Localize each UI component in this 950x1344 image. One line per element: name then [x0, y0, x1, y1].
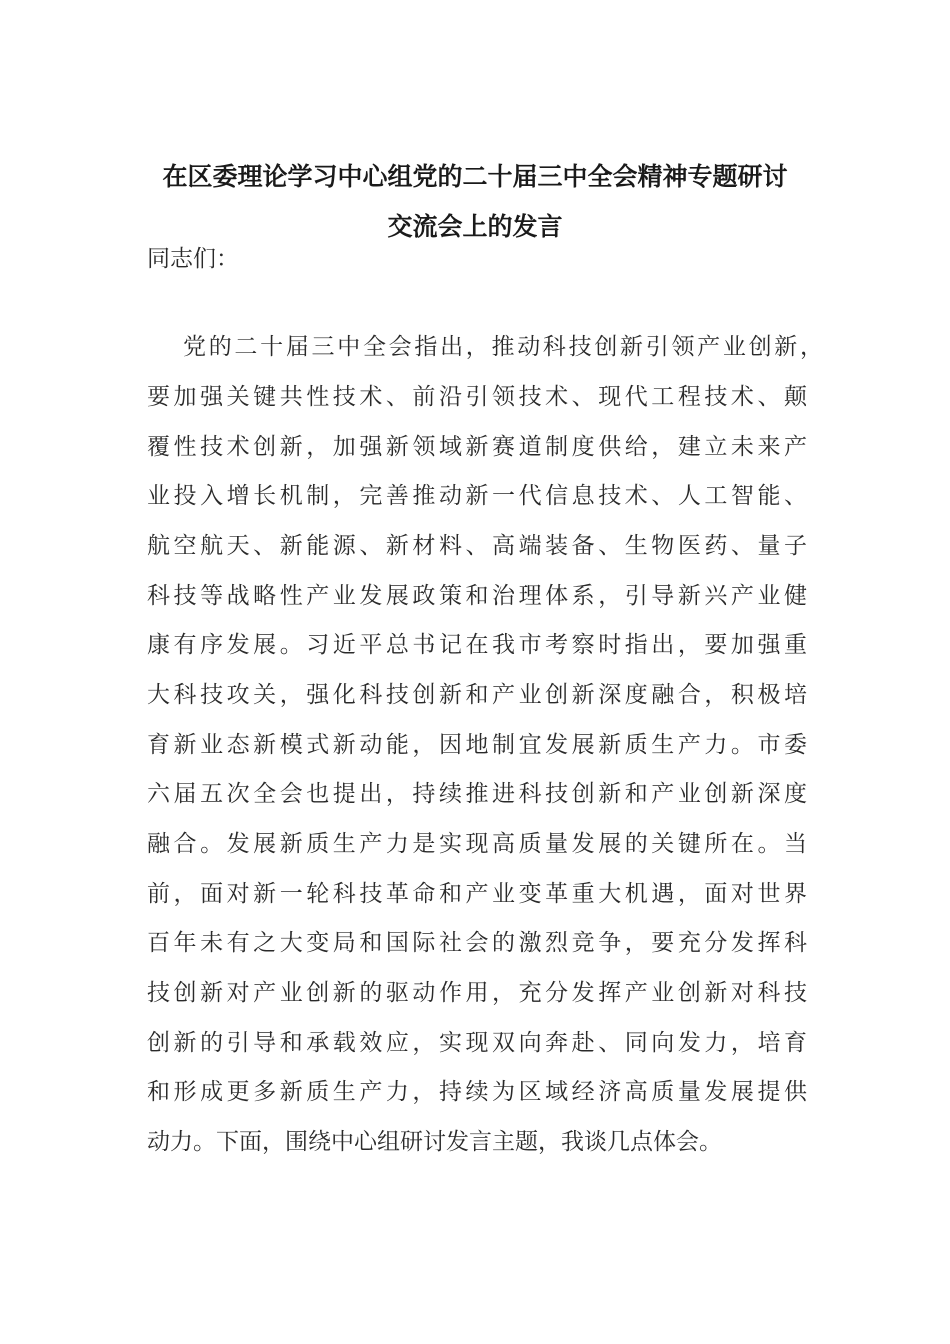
- paragraph-line: 要加强关键共性技术、前沿引领技术、现代工程技术、颠: [147, 384, 807, 410]
- salutation: 同志们：: [147, 246, 239, 272]
- paragraph-line: 科技等战略性产业发展政策和治理体系，引导新兴产业健: [147, 583, 807, 609]
- paragraph-line: 业投入增长机制，完善推动新一代信息技术、人工智能、: [147, 483, 807, 509]
- paragraph-line: 前，面对新一轮科技革命和产业变革重大机遇，面对世界: [147, 881, 807, 907]
- paragraph-line: 融合。发展新质生产力是实现高质量发展的关键所在。当: [147, 831, 807, 857]
- paragraph-line: 动力。下面，围绕中心组研讨发言主题，我谈几点体会。: [147, 1129, 722, 1155]
- paragraph-line: 覆性技术创新，加强新领域新赛道制度供给，建立未来产: [147, 434, 807, 460]
- paragraph-line: 和形成更多新质生产力，持续为区域经济高质量发展提供: [147, 1079, 807, 1105]
- document-title-line-2: 交流会上的发言: [387, 212, 563, 241]
- paragraph-line: 百年未有之大变局和国际社会的激烈竞争，要充分发挥科: [147, 930, 807, 956]
- paragraph-line: 党的二十届三中全会指出，推动科技创新引领产业创新，: [183, 334, 823, 360]
- paragraph-line: 六届五次全会也提出，持续推进科技创新和产业创新深度: [147, 781, 807, 807]
- paragraph-line: 大科技攻关，强化科技创新和产业创新深度融合，积极培: [147, 682, 807, 708]
- paragraph-line: 创新的引导和承载效应，实现双向奔赴、同向发力，培育: [147, 1030, 807, 1056]
- paragraph-line: 育新业态新模式新动能，因地制宜发展新质生产力。市委: [147, 732, 807, 758]
- paragraph-line: 航空航天、新能源、新材料、高端装备、生物医药、量子: [147, 533, 807, 559]
- paragraph-line: 技创新对产业创新的驱动作用，充分发挥产业创新对科技: [147, 980, 807, 1006]
- paragraph-line: 康有序发展。习近平总书记在我市考察时指出，要加强重: [147, 632, 807, 658]
- document-title-line-1: 在区委理论学习中心组党的二十届三中全会精神专题研讨: [162, 162, 788, 191]
